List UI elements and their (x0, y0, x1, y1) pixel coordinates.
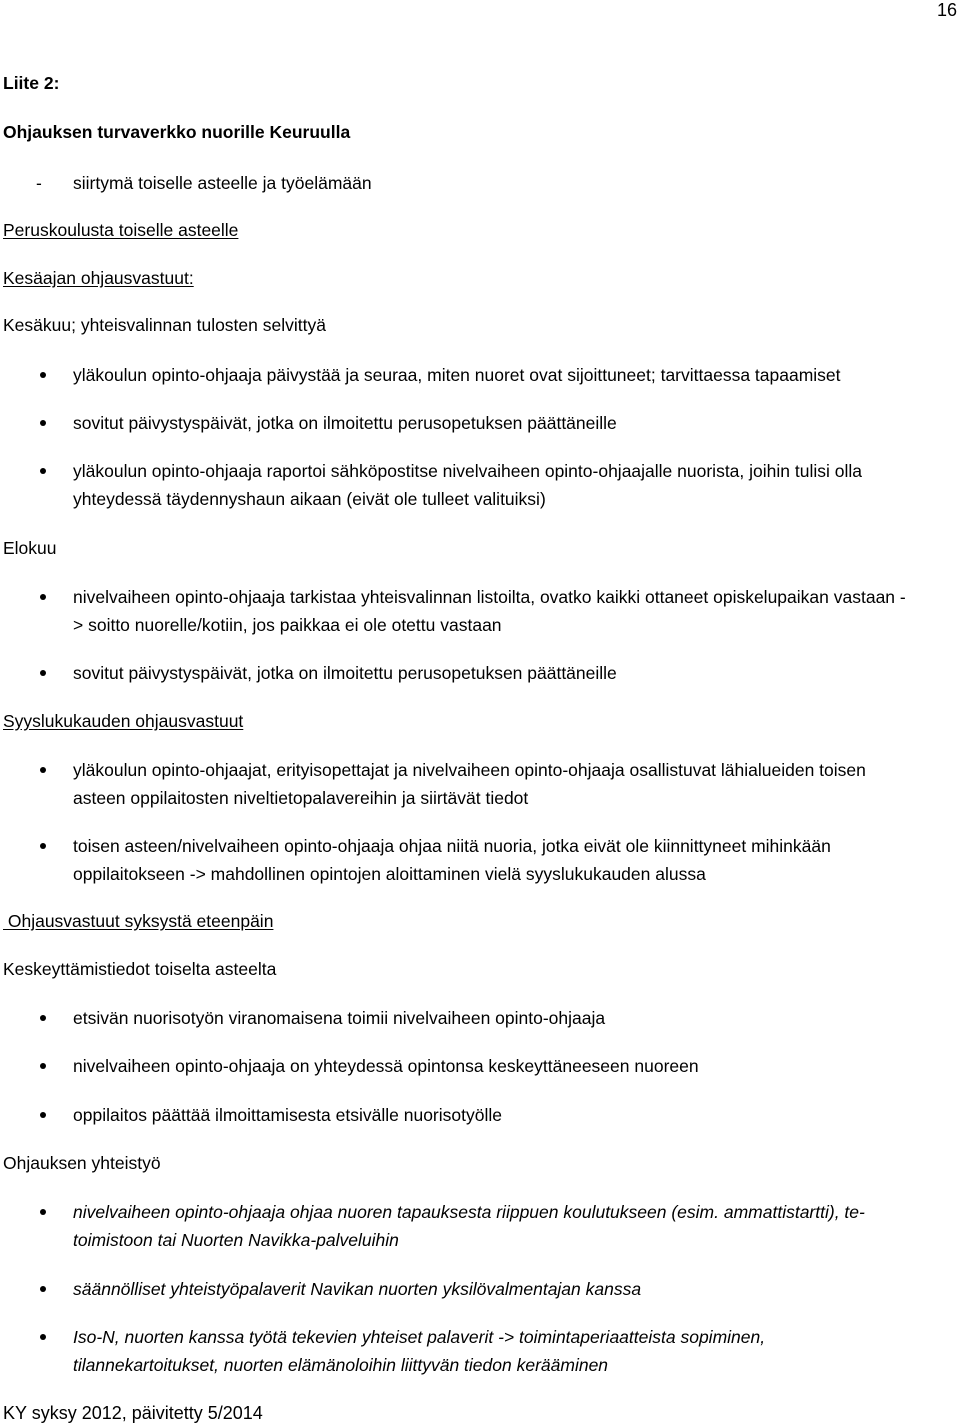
summer-heading: Kesäajan ohjausvastuut: (3, 268, 194, 288)
list-item-text: > soitto nuorelle/kotiin, jos paikkaa ei ole otettu vastaan (73, 615, 502, 635)
intro-line (0, 172, 960, 194)
bullet-icon (40, 1015, 46, 1021)
list-item-text: Iso-N, nuorten kanssa työtä tekevien yhteiset palaverit -> toimintaperiaatteista sopiminen, (73, 1327, 766, 1347)
transition-heading: Peruskoulusta toiselle asteelle (3, 220, 239, 240)
list-item-text: yläkoulun opinto-ohjaaja päivystää ja seuraa, miten nuoret ovat sijoittuneet; tarvittaessa tapaamiset (73, 365, 841, 385)
bullet-icon (40, 1112, 46, 1118)
bullet-icon (40, 1286, 46, 1292)
appendix-label: Liite 2: (3, 73, 60, 93)
list-item-text: yläkoulun opinto-ohjaaja raportoi sähköpostitse nivelvaiheen opinto-ohjaajalle nuorista, joihin tulisi olla (73, 461, 862, 481)
bullet-icon (40, 767, 46, 773)
list-item-text: säännölliset yhteistyöpalaverit Navikan nuorten yksilövalmentajan kanssa (73, 1279, 642, 1299)
list-item-text: yhteydessä täydennyshaun aikaan (eivät ole tulleet valituiksi) (73, 489, 546, 509)
list-item (0, 409, 960, 437)
bullet-icon (40, 594, 46, 600)
page-number: 16 (936, 0, 957, 20)
list-item-text: nivelvaiheen opinto-ohjaaja on yhteydessä opintonsa keskeyttäneeseen nuoreen (73, 1056, 699, 1076)
june-label: Kesäkuu; yhteisvalinnan tulosten selvittyä (3, 315, 326, 335)
from-autumn-heading: Ohjausvastuut syksystä eteenpäin (3, 911, 274, 931)
list-item (0, 1004, 960, 1032)
dash-marker: - (36, 173, 42, 193)
bullet-icon (40, 1334, 46, 1340)
list-item (0, 832, 960, 888)
list-item-text: nivelvaiheen opinto-ohjaaja tarkistaa yhteisvalinnan listoilta, ovatko kaikki ottaneet opiskelupaikan vastaan - (73, 587, 906, 607)
bullet-icon (40, 420, 46, 426)
list-item-text: toisen asteen/nivelvaiheen opinto-ohjaaja ohjaa niitä nuoria, jotka eivät ole kiinnittyneet mihinkään (73, 836, 831, 856)
list-item (0, 361, 960, 389)
bullet-icon (40, 468, 46, 474)
list-item (0, 1198, 960, 1254)
page-footer: KY syksy 2012, päivitetty 5/2014 (3, 1403, 263, 1423)
list-item (0, 457, 960, 513)
list-item (0, 1275, 960, 1303)
list-item-text: asteen oppilaitosten niveltietopalavereihin ja siirtävät tiedot (73, 788, 529, 808)
list-item-text: oppilaitokseen -> mahdollinen opintojen aloittaminen vielä syyslukukauden alussa (73, 864, 706, 884)
bullet-icon (40, 1209, 46, 1215)
list-item-text: sovitut päivystyspäivät, jotka on ilmoitettu perusopetuksen päättäneille (73, 413, 617, 433)
intro-text: siirtymä toiselle asteelle ja työelämään (73, 173, 372, 193)
document-title: Ohjauksen turvaverkko nuorille Keuruulla (3, 122, 351, 142)
list-item-text: etsivän nuorisotyön viranomaisena toimii nivelvaiheen opinto-ohjaaja (73, 1008, 606, 1028)
list-item-text: nivelvaiheen opinto-ohjaaja ohjaa nuoren tapauksesta riippuen koulutukseen (esim. ammattistartti), te- (73, 1202, 865, 1222)
bullet-icon (40, 372, 46, 378)
list-item (0, 1101, 960, 1129)
august-label: Elokuu (3, 538, 57, 558)
list-item (0, 583, 960, 639)
list-item (0, 1052, 960, 1080)
cooperation-heading: Ohjauksen yhteistyö (3, 1153, 161, 1173)
bullet-icon (40, 670, 46, 676)
bullet-icon (40, 1063, 46, 1069)
list-item (0, 756, 960, 812)
list-item-text: toimistoon tai Nuorten Navikka-palveluihin (73, 1230, 399, 1250)
list-item-text: tilannekartoitukset, nuorten elämänoloihin liittyvän tiedon kerääminen (73, 1355, 609, 1375)
list-item (0, 659, 960, 687)
bullet-icon (40, 843, 46, 849)
autumn-term-heading: Syyslukukauden ohjausvastuut (3, 711, 244, 731)
list-item-text: yläkoulun opinto-ohjaajat, erityisopettajat ja nivelvaiheen opinto-ohjaaja osallistuvat lähialueiden toisen (73, 760, 866, 780)
list-item (0, 1323, 960, 1379)
dropout-info-subheading: Keskeyttämistiedot toiselta asteelta (3, 959, 277, 979)
list-item-text: sovitut päivystyspäivät, jotka on ilmoitettu perusopetuksen päättäneille (73, 663, 617, 683)
list-item-text: oppilaitos päättää ilmoittamisesta etsivälle nuorisotyölle (73, 1105, 502, 1125)
